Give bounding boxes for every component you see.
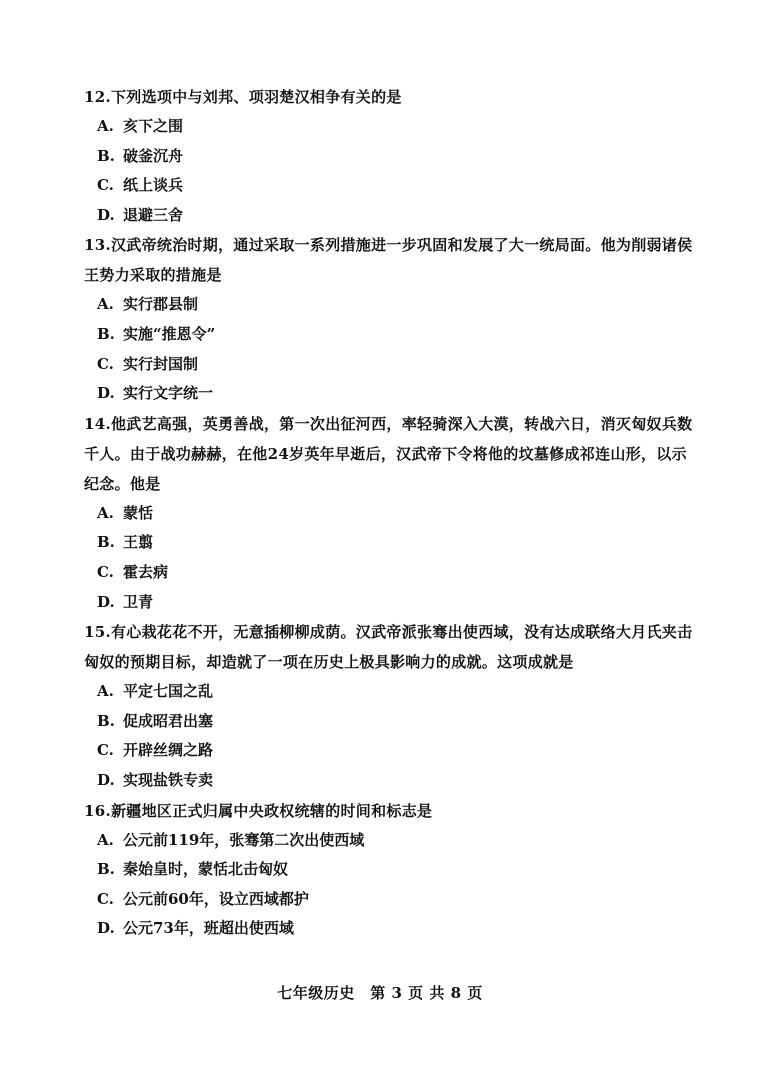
option-letter: D. (97, 919, 115, 938)
question-stem: 15.有心栽花花不开，无意插柳柳成荫。汉武帝派张骞出使西域，没有达成联络大月氏夹击匈奴的预期目标，却造就了一项在历史上极具影响力的成就。这项成就是 (84, 623, 693, 672)
option-text: 蒙恬 (123, 503, 154, 522)
option-c (84, 736, 694, 766)
option-letter: B. (97, 860, 115, 879)
option-list (84, 499, 694, 617)
option-letter: B. (97, 146, 115, 165)
option-a (84, 290, 694, 320)
question-stem: 12.下列选项中与刘邦、项羽楚汉相争有关的是 (84, 88, 402, 106)
option-text: 霍去病 (123, 562, 169, 581)
option-b (84, 142, 694, 172)
option-text: 平定七国之乱 (123, 682, 214, 701)
option-b (84, 528, 694, 558)
option-a (84, 112, 694, 142)
option-text: 实行文字统一 (123, 384, 214, 403)
option-text: 卫青 (123, 592, 154, 611)
option-d (84, 914, 694, 944)
option-a (84, 826, 694, 856)
option-c (84, 350, 694, 380)
option-a (84, 677, 694, 707)
question-15 (84, 617, 694, 795)
question-stem: 13.汉武帝统治时期，通过采取一系列措施进一步巩固和发展了大一统局面。他为削弱诸侯王势力采取的措施是 (84, 236, 693, 285)
question-stem: 14.他武艺高强，英勇善战，第一次出征河西，率轻骑深入大漠，转战六日，消灭匈奴兵数千人。由于战功赫赫，在他24岁英年早逝后，汉武帝下令将他的坟墓修成祁连山形，以示纪念。他是 (84, 414, 693, 493)
option-text: 促成昭君出塞 (123, 711, 214, 730)
option-text: 公元前60年，设立西域都护 (123, 889, 309, 908)
option-list (84, 290, 694, 408)
option-d (84, 588, 694, 618)
option-letter: D. (97, 592, 115, 611)
question-13 (84, 230, 694, 408)
option-letter: C. (97, 889, 114, 908)
option-a (84, 499, 694, 529)
option-letter: A. (97, 117, 114, 135)
option-letter: C. (97, 176, 114, 195)
option-c (84, 885, 694, 915)
option-text: 实行郡县制 (123, 295, 199, 314)
option-b (84, 320, 694, 350)
question-stem: 16.新疆地区正式归属中央政权统辖的时间和标志是 (84, 801, 433, 820)
option-b (84, 707, 694, 737)
option-text: 实现盐铁专卖 (123, 770, 214, 789)
option-text: 实施“推恩令” (123, 324, 216, 343)
option-d (84, 379, 694, 409)
option-letter: C. (97, 741, 114, 760)
option-text: 实行封国制 (123, 354, 199, 373)
option-list (84, 826, 694, 944)
option-b (84, 855, 694, 885)
option-text: 公元前119年，张骞第二次出使西域 (123, 830, 365, 849)
option-letter: B. (97, 324, 115, 343)
option-d (84, 201, 694, 231)
option-text: 公元73年，班超出使西域 (123, 919, 294, 938)
option-letter: D. (97, 384, 115, 403)
option-list (84, 112, 694, 230)
option-list (84, 677, 694, 795)
option-text: 纸上谈兵 (123, 176, 184, 195)
option-c (84, 171, 694, 201)
question-16 (84, 796, 694, 944)
option-letter: B. (97, 711, 115, 730)
option-letter: C. (97, 562, 114, 581)
option-text: 退避三舍 (123, 205, 184, 224)
option-text: 王翦 (123, 533, 154, 552)
option-letter: A. (97, 830, 114, 849)
option-text: 秦始皇时，蒙恬北击匈奴 (123, 860, 289, 879)
option-letter: D. (97, 770, 115, 789)
option-letter: B. (97, 533, 115, 552)
option-letter: A. (97, 295, 114, 314)
option-text: 亥下之围 (123, 117, 184, 135)
option-letter: D. (97, 205, 115, 224)
question-12 (84, 82, 694, 230)
question-14 (84, 409, 694, 617)
option-letter: A. (97, 503, 114, 522)
option-text: 破釜沉舟 (123, 146, 184, 165)
option-letter: C. (97, 354, 114, 373)
page-footer: 七年级历史 第 3 页 共 8 页 (277, 984, 483, 1002)
option-letter: A. (97, 682, 114, 701)
option-c (84, 558, 694, 588)
question-list (84, 82, 694, 944)
option-d (84, 766, 694, 796)
option-text: 开辟丝绸之路 (123, 741, 214, 760)
